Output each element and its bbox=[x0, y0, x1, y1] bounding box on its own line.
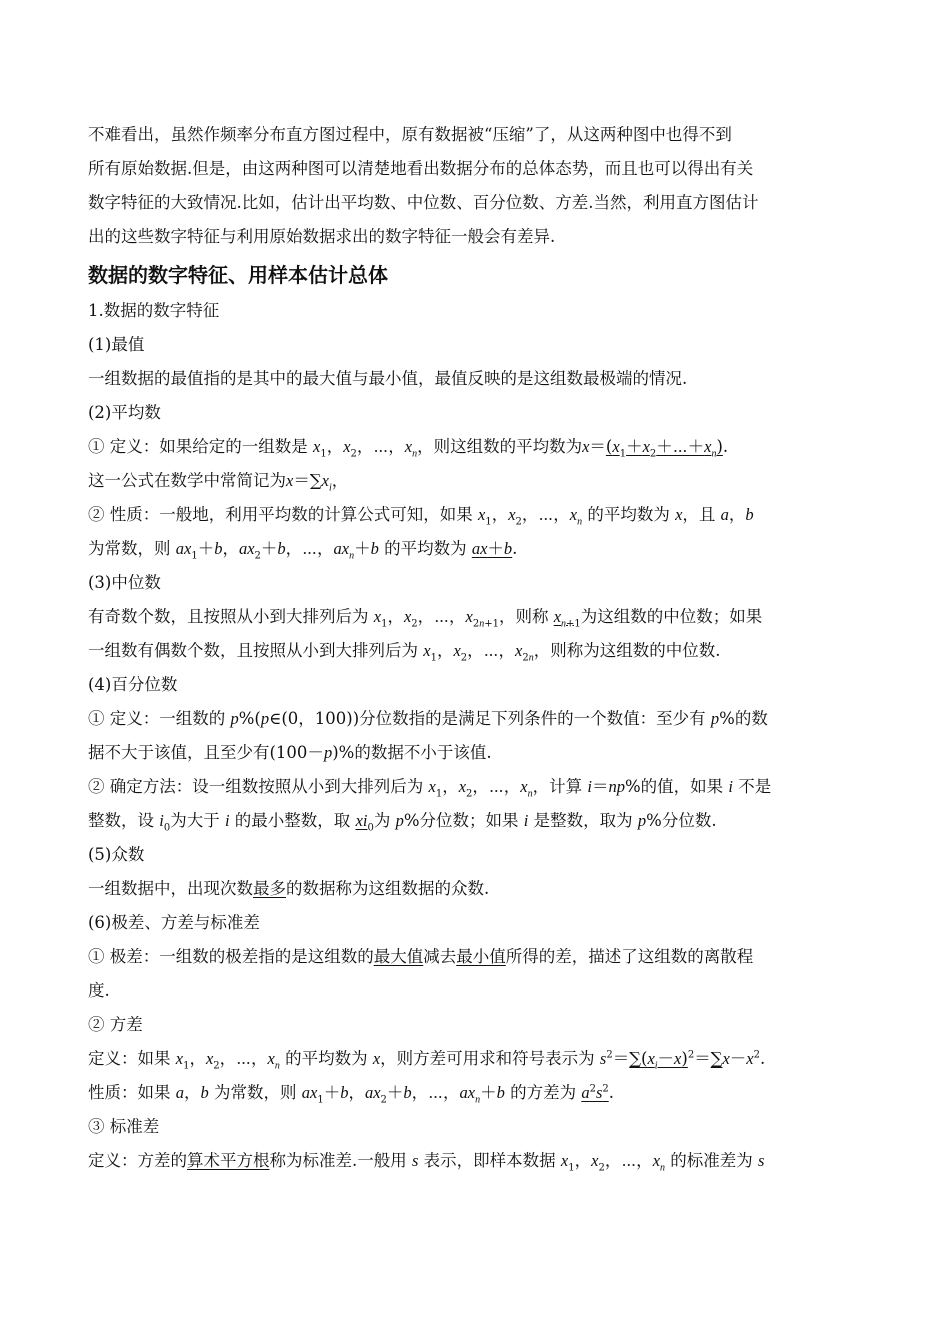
range-answer-min: 最小值 bbox=[456, 947, 506, 966]
sd-answer: 算术平方根 bbox=[187, 1151, 270, 1170]
range-body: ① 极差：一组数的极差指的是这组数的最大值减去最小值所得的差，描述了这组数的离散程 bbox=[88, 947, 754, 966]
mean-property-cont: 为常数，则 $ax_1+b$，$ax_2+b$，⋯，$ax_n+b$ 的平均数为 ax＋b. bbox=[88, 539, 518, 562]
item-title-extremes: (1)最值 bbox=[88, 335, 145, 354]
variance-formula: $\sum(x_i-x)$ bbox=[629, 1049, 688, 1072]
item-title-mode: (5)众数 bbox=[88, 845, 145, 864]
percentile-method-cont: 整数，设 $i_0$为大于 i 的最小整数，取 $xi_0$为 p%分位数；如果 i 是整数，取为 p%分位数. bbox=[88, 811, 717, 834]
variance-property: 性质：如果 a，b 为常数，则 $ax_1+b$，$ax_2+b$，⋯，$ax_n+b$ 的方差为 $a^2s^2$. bbox=[88, 1083, 615, 1106]
median-odd: 有奇数个数，且按照从小到大排列后为 $x_1$，$x_2$，⋯，$x_{2n+1}$，则称 $x_{n+1}$为这组数的中位数；如果 bbox=[88, 607, 763, 630]
item-title-dispersion: (6)极差、方差与标准差 bbox=[88, 913, 260, 932]
percentile-definition-cont: 据不大于该值，且至少有(100－p)%的数据不小于该值. bbox=[88, 743, 492, 762]
sd-definition: 定义：方差的算术平方根称为标准差.一般用 s 表示，即样本数据 $x_1$，$x_2$，⋯，$x_n$ 的标准差为 s bbox=[88, 1151, 765, 1174]
variance-title: ② 方差 bbox=[88, 1015, 143, 1034]
item-title-percentile: (4)百分位数 bbox=[88, 675, 178, 694]
mode-body: 一组数据中，出现次数最多的数据称为这组数据的众数. bbox=[88, 879, 490, 898]
section-heading: 数据的数字特征、用样本估计总体 bbox=[88, 263, 388, 287]
variance-property-answer: $a^2s^2$ bbox=[581, 1083, 609, 1102]
mean-formula: $(x_1+x_2+\cdots+x_n)$ bbox=[605, 437, 723, 460]
document-page bbox=[88, 118, 866, 1178]
mean-formula-short: 这一公式在数学中常简记为$x=\sum x_i$， bbox=[88, 471, 349, 494]
intro-line: 不难看出，虽然作频率分布直方图过程中，原有数据被“压缩”了，从这两种图中也得不到 bbox=[88, 125, 732, 144]
median-even: 一组数有偶数个数，且按照从小到大排列后为 $x_1$，$x_2$，⋯，$x_{2n}$，则称为这组数的中位数. bbox=[88, 641, 721, 664]
variance-formula-alt: ∑ bbox=[710, 1049, 723, 1068]
extremes-body: 一组数据的最值指的是其中的最大值与最小值，最值反映的是这组数最极端的情况. bbox=[88, 369, 688, 388]
percentile-definition: ① 定义：一组数的 p%(p∈(0，100))分位数指的是满足下列条件的一个数值：至少有 p%的数 bbox=[88, 709, 768, 728]
intro-paragraph bbox=[88, 118, 866, 254]
range-answer-max: 最大值 bbox=[373, 947, 424, 966]
sd-title: ③ 标准差 bbox=[88, 1117, 160, 1136]
item-title-mean: (2)平均数 bbox=[88, 403, 161, 422]
mean-property: ② 性质：一般地，利用平均数的计算公式可知，如果 $x_1$，$x_2$，⋯，$x_n$ 的平均数为 x，且 a，b bbox=[88, 505, 754, 528]
mean-definition: ① 定义：如果给定的一组数是 $x_1$，$x_2$，⋯，$x_n$，则这组数的平均数为$x=(x_1+x_2+\cdots+x_n)$. bbox=[88, 437, 729, 460]
mean-property-answer: ax＋b bbox=[471, 539, 513, 558]
mode-answer: 最多 bbox=[253, 879, 286, 898]
intro-line: 所有原始数据.但是，由这两种图可以清楚地看出数据分布的总体态势，而且也可以得出有关 bbox=[88, 159, 754, 178]
item-title-median: (3)中位数 bbox=[88, 573, 161, 592]
percentile-answer: $xi_0$ bbox=[355, 811, 374, 834]
subsection-title: 1.数据的数字特征 bbox=[88, 301, 220, 320]
intro-line: 出的这些数字特征与利用原始数据求出的数字特征一般会有差异. bbox=[88, 227, 556, 246]
variance-definition: 定义：如果 $x_1$，$x_2$，⋯，$x_n$ 的平均数为 x，则方差可用求和符号表示为 $s^2=\sum(x_i-x)^2=\sum x-x^2$. bbox=[88, 1049, 766, 1072]
percentile-method: ② 确定方法：设一组数按照从小到大排列后为 $x_1$，$x_2$，⋯，$x_n$，计算 i＝np%的值，如果 i 不是 bbox=[88, 777, 772, 800]
range-body-cont: 度. bbox=[88, 981, 110, 1000]
median-answer: $x_{n+1}$ bbox=[553, 607, 581, 630]
intro-line: 数字特征的大致情况.比如，估计出平均数、中位数、百分位数、方差.当然，利用直方图估计 bbox=[88, 193, 759, 212]
